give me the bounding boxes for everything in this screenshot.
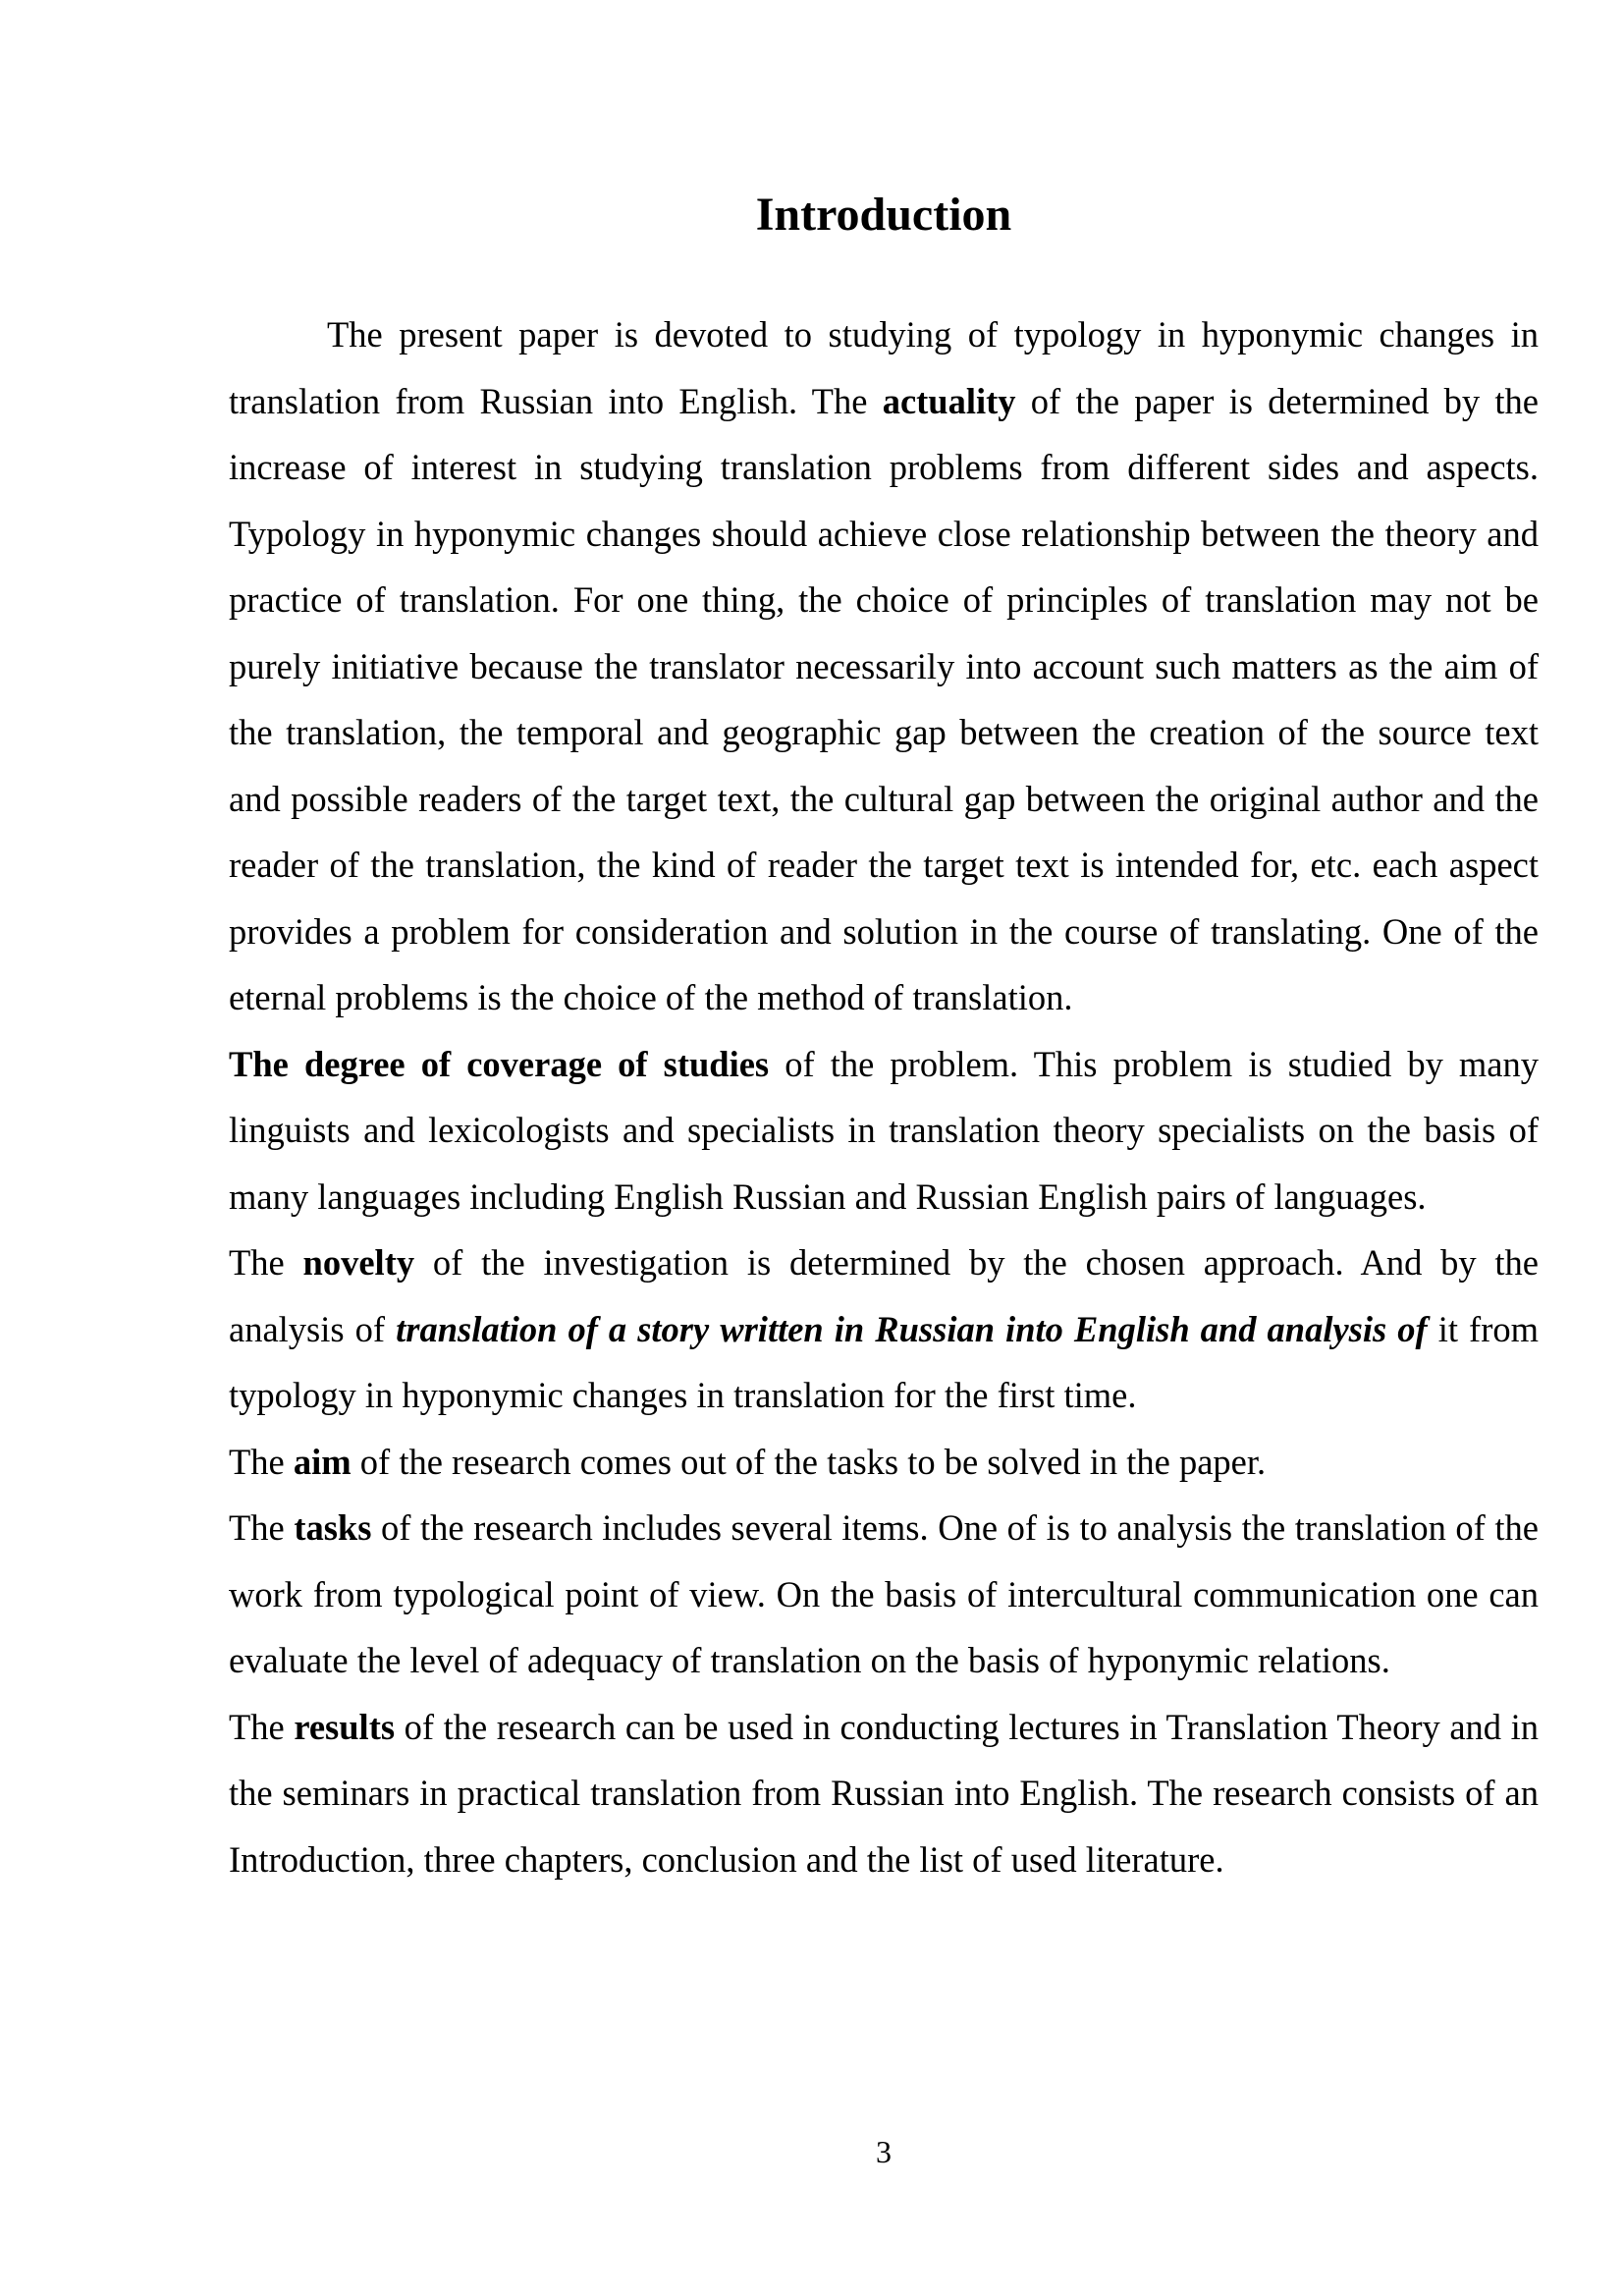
intro-paragraph (229, 301, 1539, 1031)
results-pre: The (229, 1706, 295, 1747)
page-title: Introduction (755, 189, 1012, 241)
intro-text-1: The present paper is devoted to studying of typology in hyponymic changes in translation from Russian into English. The (229, 314, 1539, 421)
results-text: of the research can be used in conducting lectures in Translation Theory and in the seminars in practical translation from Russian into English. The research consists of an Introduction, three chapters, conclusion and the list of used literature. (229, 1706, 1539, 1880)
novelty-pre: The (229, 1242, 303, 1283)
novelty-mid: of the investigation is determined by the chosen approach. And by the analysis of (229, 1242, 1539, 1349)
novelty-emphasis: translation of a story written in Russian into English and analysis of (396, 1308, 1428, 1349)
tasks-text: of the research includes several items. One of is to analysis the translation of the work from typological point of view. On the basis of intercultural communication one can evaluate the level of adequacy of translation on the basis of hyponymic relations. (229, 1507, 1539, 1680)
tasks-term: tasks (294, 1507, 372, 1548)
page-number: 3 (876, 2134, 892, 2169)
aim-paragraph (229, 1429, 1539, 1496)
aim-pre: The (229, 1441, 294, 1482)
results-paragraph (229, 1694, 1539, 1893)
novelty-term: novelty (302, 1242, 415, 1283)
results-term: results (294, 1706, 396, 1747)
degree-term: The degree of coverage of studies (229, 1043, 770, 1084)
intro-text-2: of the paper is determined by the increase of interest in studying translation problems from different sides and aspects. Typology in hyponymic changes should achieve close relationship between the theory and practice of translation. For one thing, the choice of principles of translation may not be purely initiative because the translator necessarily into account such matters as the aim of the translation, the temporal and geographic gap between the creation of the source text and possible readers of the target text, the cultural gap between the original author and the reader of the translation, the kind of reader the target text is intended for, etc. each aspect provides a problem for consideration and solution in the course of translating. One of the eternal problems is the choice of the method of translation. (229, 380, 1539, 1017)
degree-paragraph (229, 1031, 1539, 1230)
degree-text: of the problem. This problem is studied by many linguists and lexicologists and specialists in translation theory specialists on the basis of many languages including English Russian and Russian English pairs of languages. (229, 1043, 1540, 1217)
aim-text: of the research comes out of the tasks to be solved in the paper. (351, 1441, 1267, 1482)
novelty-rest: it from typology in hyponymic changes in translation for the first time. (229, 1308, 1539, 1415)
tasks-paragraph (229, 1495, 1539, 1694)
novelty-paragraph (229, 1230, 1539, 1429)
aim-term: aim (293, 1441, 352, 1482)
actuality-term: actuality (882, 380, 1016, 421)
tasks-pre: The (229, 1507, 295, 1548)
document-body (229, 301, 1539, 1892)
